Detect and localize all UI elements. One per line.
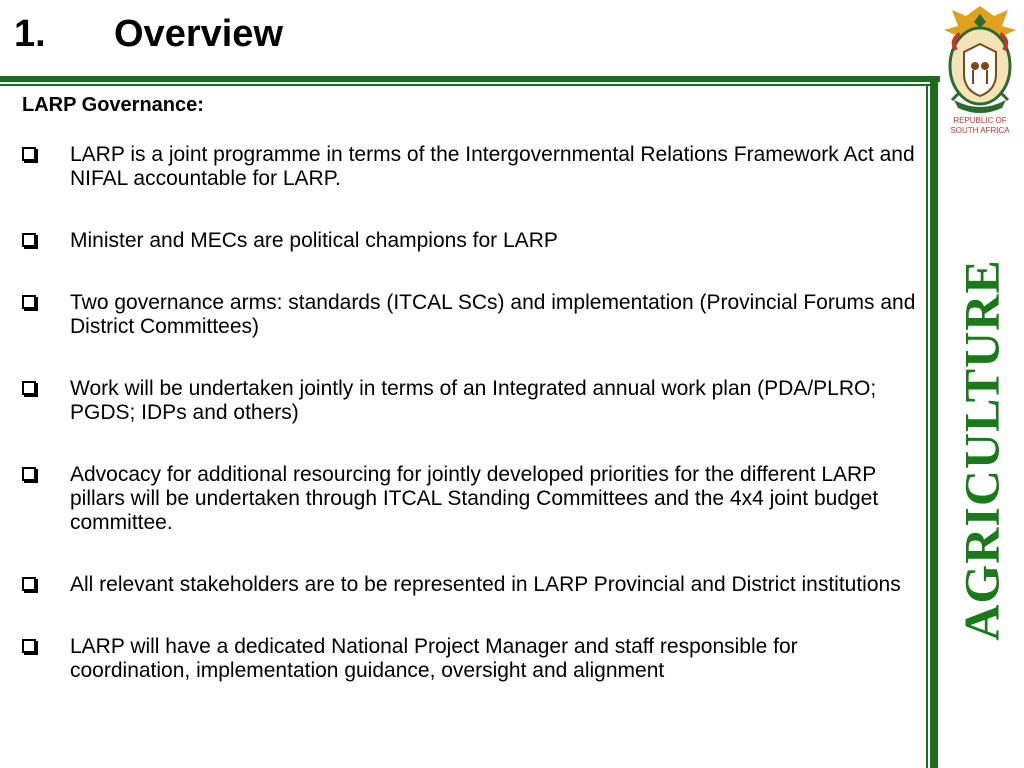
right-divider — [930, 82, 938, 768]
list-item: Work will be undertaken jointly in terms of an Integrated annual work plan (PDA/PLRO; PGDS; IDPs and others) — [22, 377, 922, 425]
checkbox-bullet-icon — [22, 233, 36, 247]
right-divider-thin — [926, 84, 928, 768]
bullet-list — [22, 143, 922, 683]
emblem-caption: REPUBLIC OF SOUTH AFRICA — [950, 116, 1010, 135]
checkbox-bullet-icon — [22, 147, 36, 161]
list-item: All relevant stakeholders are to be represented in LARP Provincial and District institutions — [22, 573, 922, 597]
section-heading: LARP Governance: — [22, 94, 204, 116]
slide-title — [14, 14, 283, 56]
side-label — [940, 160, 1024, 740]
checkbox-bullet-icon — [22, 467, 36, 481]
list-item: LARP is a joint programme in terms of the Intergovernmental Relations Framework Act and NIFAL accountable for LARP. — [22, 143, 922, 191]
checkbox-bullet-icon — [22, 639, 36, 653]
checkbox-bullet-icon — [22, 381, 36, 395]
top-divider-thin — [0, 84, 930, 86]
title-text: Overview — [114, 13, 283, 55]
slide-content — [22, 94, 922, 721]
list-item: Minister and MECs are political champions for LARP — [22, 229, 922, 253]
title-number: 1. — [14, 13, 46, 55]
list-item: LARP will have a dedicated National Project Manager and staff responsible for coordination, implementation guidance, oversight and alignment — [22, 635, 922, 683]
top-divider — [0, 76, 940, 82]
checkbox-bullet-icon — [22, 295, 36, 309]
checkbox-bullet-icon — [22, 577, 36, 591]
side-label-text: AGRICULTURE — [954, 259, 1010, 641]
list-item: Advocacy for additional resourcing for jointly developed priorities for the different LARP pillars will be undertaken through ITCAL Standing Committees and the 4x4 joint budget committee. — [22, 463, 922, 535]
list-item: Two governance arms: standards (ITCAL SCs) and implementation (Provincial Forums and District Committees) — [22, 291, 922, 339]
